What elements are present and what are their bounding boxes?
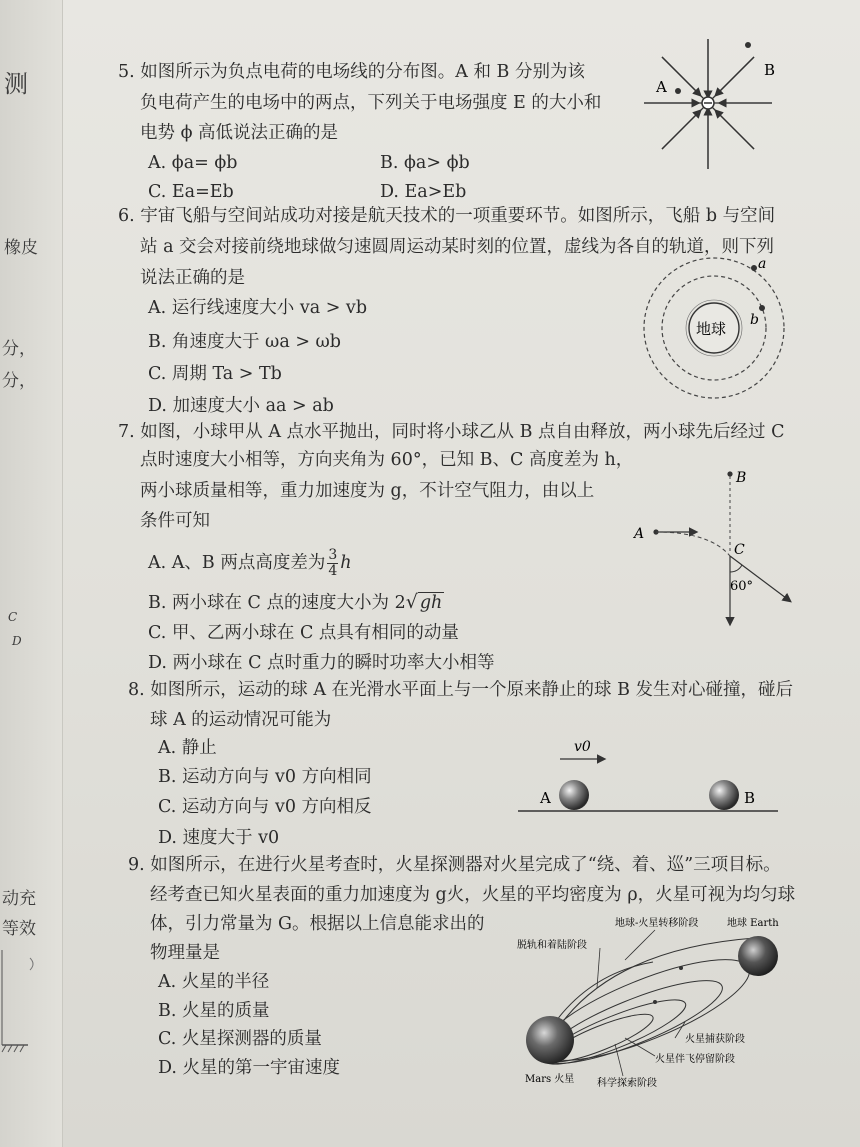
q7-option-b-text: B. 两小球在 C 点的速度大小为 2 [148, 593, 406, 613]
q6-option-c: C. 周期 Ta > Tb [148, 364, 282, 384]
q9-line-1: 9. 如图所示，在进行火星考查时，火星探测器对火星完成了“绕、着、巡”三项目标。 [128, 855, 781, 875]
q9-option-c: C. 火星探测器的质量 [158, 1029, 322, 1049]
q7-option-a-unit: h [340, 553, 352, 573]
q7-option-c: C. 甲、乙两小球在 C 点具有相同的动量 [148, 623, 459, 643]
fraction-denominator: 4 [328, 563, 338, 579]
q7-option-a-text: A. A、B 两点高度差为 [148, 553, 326, 573]
q5-option-a: A. ϕa= ϕb [148, 153, 238, 173]
q8-option-c: C. 运动方向与 v0 方向相反 [158, 797, 372, 817]
q5-option-d: D. Ea>Eb [380, 182, 467, 202]
ball-b-label: B [744, 789, 756, 807]
fraction [327, 548, 338, 579]
label-capture: 火星捕获阶段 [685, 1034, 745, 1045]
margin-char: 分， [2, 339, 36, 359]
q8-collision-figure [510, 735, 790, 825]
velocity-label: v0 [574, 739, 591, 755]
q7-line-2: 点时速度大小相等，方向夹角为 60°，已知 B、C 高度差为 h， [140, 450, 634, 470]
margin-char: 动充 [2, 889, 36, 909]
label-c: C [734, 542, 745, 558]
q7-line-1: 7. 如图，小球甲从 A 点水平抛出，同时将小球乙从 B 点自由释放，两小球先后经过 C [118, 422, 785, 442]
label-transfer: 地球-火星转移阶段 [615, 918, 699, 929]
q7-option-a [148, 548, 352, 579]
q5-line-2: 负电荷产生的电场中的两点，下列关于电场强度 E 的大小和 [140, 93, 602, 113]
margin-char: 分， [2, 371, 36, 391]
label-b: B [736, 470, 747, 486]
ball-a-label: A [540, 789, 551, 807]
ball-b [709, 780, 739, 810]
earth-icon [738, 936, 778, 976]
margin-char: 等效 [2, 919, 36, 939]
q8-option-b: B. 运动方向与 v0 方向相同 [158, 767, 372, 787]
q6-option-a: A. 运行线速度大小 va > vb [148, 298, 368, 318]
q9-line-2: 经考查已知火星表面的重力加速度为 g火，火星的平均密度为 ρ，火星可视为均匀球 [150, 885, 796, 905]
label-earth: 地球 Earth [727, 918, 779, 929]
q5-line-3: 电势 ϕ 高低说法正确的是 [140, 123, 339, 143]
q8-option-d: D. 速度大于 v0 [158, 828, 280, 848]
q7-projectile-figure [630, 466, 805, 631]
q7-option-b-root: gh [419, 593, 443, 613]
label-b: b [750, 312, 759, 328]
q7-option-d: D. 两小球在 C 点时重力的瞬时功率大小相等 [148, 653, 495, 673]
q6-option-b: B. 角速度大于 ωa > ωb [148, 332, 342, 352]
q9-option-a: A. 火星的半径 [158, 972, 270, 992]
label-a: A [656, 78, 667, 96]
margin-char: 测 [4, 70, 28, 98]
q9-line-4: 物理量是 [150, 943, 220, 963]
q9-mars-mission-figure [505, 910, 805, 1100]
q8-line-1: 8. 如图所示，运动的球 A 在光滑水平面上与一个原来静止的球 B 发生对心碰撞，碰后 [128, 680, 794, 700]
q7-line-4: 条件可知 [140, 511, 210, 531]
ball-a [559, 780, 589, 810]
label-b: B [764, 61, 776, 79]
q5-field-line-figure [640, 35, 790, 195]
margin-char: 橡皮 [4, 238, 38, 258]
label-science: 科学探索阶段 [597, 1078, 657, 1089]
margin-char: D [12, 634, 22, 648]
q5-option-b: B. ϕa> ϕb [380, 153, 470, 173]
label-mars: Mars 火星 [525, 1074, 575, 1085]
q6-orbit-figure [640, 252, 790, 402]
q7-line-3: 两小球质量相等，重力加速度为 g，不计空气阻力，由以上 [140, 481, 595, 501]
q8-option-a: A. 静止 [158, 738, 217, 758]
label-landing: 脱轨和着陆阶段 [517, 940, 587, 951]
q8-line-2: 球 A 的运动情况可能为 [150, 710, 332, 730]
label-a: A [634, 526, 645, 542]
q9-option-d: D. 火星的第一宇宙速度 [158, 1058, 341, 1078]
point-b [745, 42, 751, 48]
label-a: a [758, 256, 767, 272]
fraction-numerator: 3 [328, 547, 338, 563]
q6-line-2: 站 a 交会对接前绕地球做匀速圆周运动某时刻的位置，虚线为各自的轨道，则下列 [140, 237, 775, 257]
q9-line-3: 体，引力常量为 G。根据以上信息能求出的 [150, 914, 485, 934]
q9-option-b: B. 火星的质量 [158, 1001, 270, 1021]
q6-line-3: 说法正确的是 [140, 268, 245, 288]
ship-b [759, 305, 765, 311]
q6-option-d: D. 加速度大小 aa > ab [148, 396, 334, 416]
station-a [751, 265, 757, 271]
margin-char: C [8, 610, 18, 624]
q5-line-1: 5. 如图所示为负点电荷的电场线的分布图。A 和 B 分别为该 [118, 62, 585, 82]
q5-option-c: C. Ea=Eb [148, 182, 234, 202]
point-a [675, 88, 681, 94]
angle-label: 60° [730, 579, 754, 594]
label-parking: 火星伴飞停留阶段 [655, 1054, 735, 1065]
mars-icon [526, 1016, 574, 1064]
q6-line-1: 6. 宇宙飞船与空间站成功对接是航天技术的一项重要环节。如图所示，飞船 b 与空间 [118, 206, 776, 226]
margin-sketch [0, 940, 40, 1060]
q7-option-b: B. 两小球在 C 点的速度大小为 2√ gh [148, 591, 443, 613]
earth-label: 地球 [696, 320, 727, 338]
